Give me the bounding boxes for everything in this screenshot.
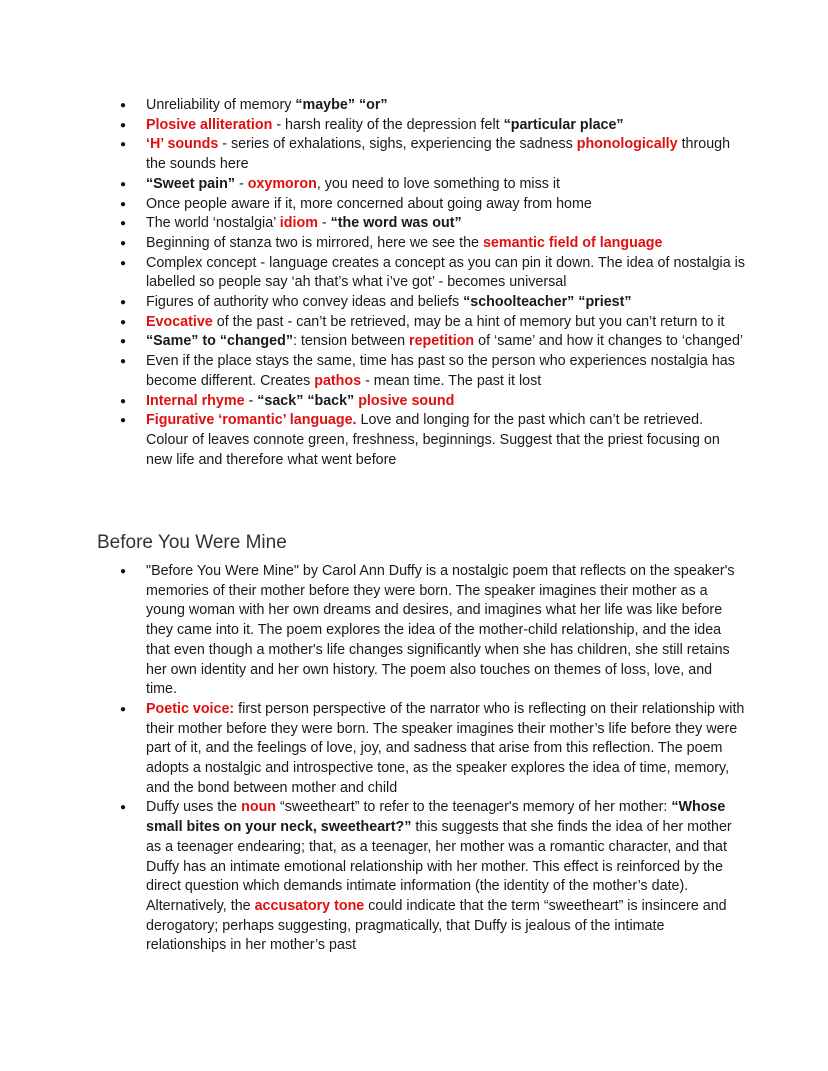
text-run: - harsh reality of the depression felt xyxy=(272,116,504,133)
text-run: ‘H’ sounds xyxy=(146,136,219,153)
text-run: - xyxy=(317,215,331,232)
text-run: pathos xyxy=(314,372,362,389)
text-run: Beginning of stanza two is mirrored, here we see the xyxy=(146,234,483,251)
text-run: “Whose small bites on your neck, sweetheart?” xyxy=(146,799,726,836)
bullet-item xyxy=(146,175,746,195)
text-run: could indicate that the term “sweetheart” is insincere and derogatory; perhaps suggesting, pragmatically, that Duffy is jealous of the intimate relationships in her mother’s past xyxy=(146,897,727,954)
bullet-item xyxy=(146,234,746,254)
bullet-item xyxy=(146,392,746,412)
text-run: Love and longing for the past which can’t be retrieved. Colour of leaves connote green, freshness, beginnings. Suggest that the priest focusing on new life and therefore what went before xyxy=(146,412,720,468)
bullet-item xyxy=(146,700,746,799)
text-run: “sack” “back” xyxy=(257,392,355,409)
bullet-item xyxy=(146,352,746,391)
text-run: Even if the place stays the same, time has past so the person who experiences nostalgia has become different. Creates xyxy=(146,353,735,389)
bullet-item xyxy=(146,214,746,234)
text-run: - mean time. The past it lost xyxy=(361,372,542,389)
text-run: oxymoron xyxy=(247,175,317,192)
text-run: repetition xyxy=(409,333,475,350)
text-run: idiom xyxy=(279,215,318,232)
text-run: noun xyxy=(241,799,277,816)
text-run: - series of exhalations, sighs, experiencing the sadness xyxy=(218,136,577,153)
bullet-item xyxy=(146,293,746,313)
text-run: , you need to love something to miss it xyxy=(316,175,561,192)
text-run: “sweetheart” to refer to the teenager's memory of her mother: xyxy=(276,799,672,816)
text-run: Once people aware if it, more concerned about going away from home xyxy=(146,195,592,212)
text-run: - xyxy=(234,175,248,192)
bullet-item xyxy=(146,313,746,333)
text-run: Evocative xyxy=(146,313,213,330)
text-run: Internal rhyme xyxy=(146,392,245,409)
bullet-item xyxy=(146,798,746,956)
text-run: Unreliability of memory xyxy=(146,97,296,113)
before-you-were-mine-notes-list xyxy=(146,562,746,956)
text-run: Complex concept - language creates a concept as you can pin it down. The idea of nostalgia is labelled so people say ‘ah that’s what i’ve got’ - becomes universal xyxy=(146,254,745,291)
bullet-item xyxy=(146,254,746,293)
bullet-item xyxy=(146,332,746,352)
text-run: Figurative ‘romantic’ language. xyxy=(146,412,357,429)
text-run: "Before You Were Mine" by Carol Ann Duffy is a nostalgic poem that reflects on the speaker's memories of their mother before they were born. The speaker imagines their mother as a young woman with her own dreams and desires, and imagines what her life was like before they came into it. The poem explores the idea of the mother-child relationship, and the idea that even though a mother's life changes significantly when she has children, she still retains her own identity and her own history. The poem also touches on themes of loss, love, and time. xyxy=(146,563,735,698)
text-run: - xyxy=(244,392,258,409)
text-run: Duffy uses the xyxy=(146,799,242,816)
bullet-item xyxy=(146,96,746,116)
bullet-item xyxy=(146,411,746,470)
bullet-item xyxy=(146,195,746,215)
text-run: accusatory tone xyxy=(254,897,365,914)
text-run: “Sweet pain” xyxy=(146,175,235,192)
text-run: : tension between xyxy=(292,333,410,350)
text-run: through the sounds here xyxy=(146,136,731,173)
text-run: semantic field of language xyxy=(482,234,663,251)
text-run: “maybe” “or” xyxy=(295,97,388,113)
text-run: Plosive alliteration xyxy=(146,116,273,133)
text-run: plosive sound xyxy=(358,392,455,409)
text-run: phonologically xyxy=(576,136,678,153)
text-run: Figures of authority who convey ideas and beliefs xyxy=(146,294,464,311)
bullet-item xyxy=(146,562,746,700)
text-run: first person perspective of the narrator who is reflecting on their relationship with their mother before they were born. The speaker imagines their mother’s life before they were part of it, and the feelings of love, joy, and sadness that arise from this reflection. The poem adopts a nostalgic and introspective tone, as the speaker explores the idea of time, memory, and the bond between mother and child xyxy=(146,700,745,796)
bullet-item xyxy=(146,116,746,136)
bullet-item xyxy=(146,135,746,174)
text-run: of the past - can’t be retrieved, may be a hint of memory but you can’t return to it xyxy=(212,313,725,330)
text-run: “Same” to “changed” xyxy=(146,333,293,350)
text-run: Poetic voice: xyxy=(146,700,235,717)
text-run: “particular place” xyxy=(503,116,624,133)
text-run: this suggests that she finds the idea of her mother as a teenager endearing; that, as a teenager, her mother was a romantic character, and that Duffy has an intimate emotional relationship with her mother. This effect is reinforced by the direct question which demands intimate information (the identity of the mother’s date). Alternatively, the xyxy=(146,819,732,914)
text-run: “schoolteacher” “priest” xyxy=(463,294,632,311)
text-run: of ‘same’ and how it changes to ‘changed’ xyxy=(474,333,744,350)
text-run: The world ‘nostalgia’ xyxy=(146,215,280,232)
text-run: “the word was out” xyxy=(330,215,462,232)
nostalgia-notes-list xyxy=(146,96,746,470)
section-heading: Before You Were Mine xyxy=(97,532,287,553)
